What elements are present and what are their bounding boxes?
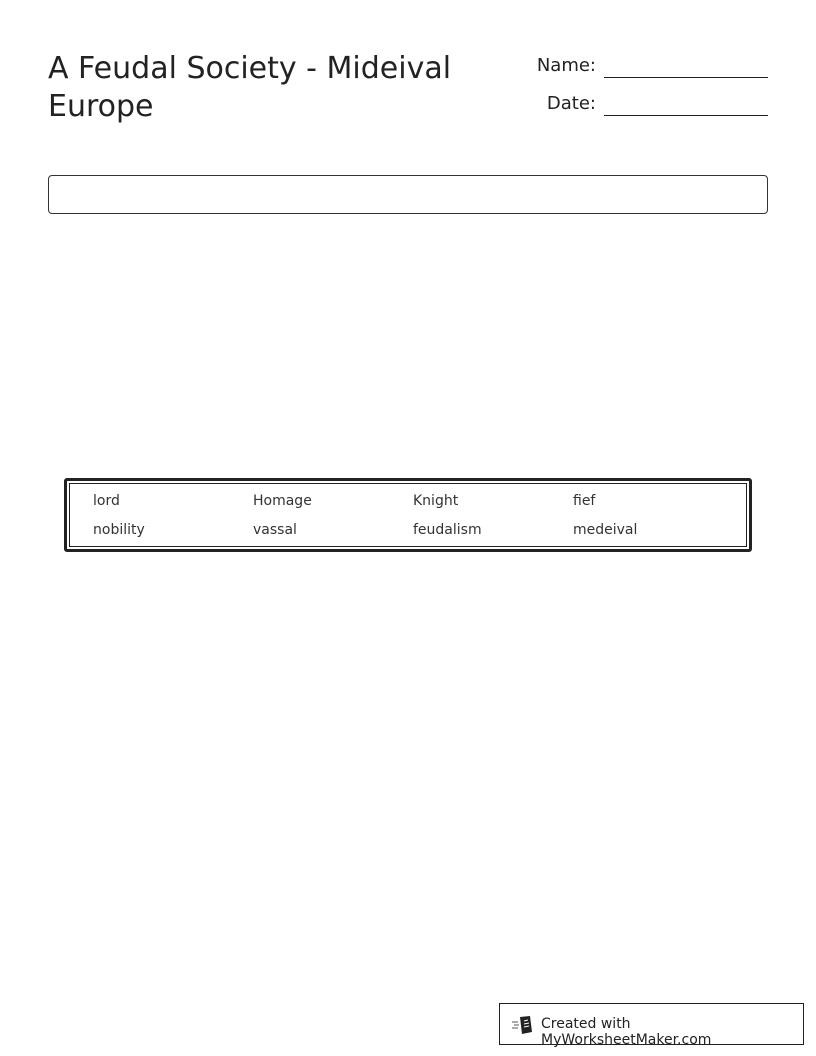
word-item: Knight <box>413 493 459 509</box>
worksheet-maker-logo-icon <box>512 1015 534 1035</box>
word-item: feudalism <box>413 522 482 538</box>
credit-badge <box>499 1003 804 1048</box>
word-item: fief <box>573 493 596 509</box>
word-item: nobility <box>93 522 145 538</box>
date-field[interactable] <box>520 86 768 116</box>
page-title: A Feudal Society - Mideival Europe <box>48 51 452 124</box>
credit-text: Created with MyWorksheetMaker.com <box>541 1016 712 1048</box>
word-item: medeival <box>573 522 638 538</box>
name-label: Name: <box>536 55 596 76</box>
word-item: lord <box>93 493 120 509</box>
instructions-box <box>48 175 768 214</box>
word-item: Homage <box>253 493 312 509</box>
word-bank <box>64 478 752 552</box>
word-item: vassal <box>253 522 297 538</box>
name-field[interactable] <box>520 48 768 78</box>
name-line[interactable] <box>604 77 768 78</box>
date-line[interactable] <box>604 115 768 116</box>
word-bank-inner-border <box>69 483 747 547</box>
date-label: Date: <box>546 93 596 114</box>
